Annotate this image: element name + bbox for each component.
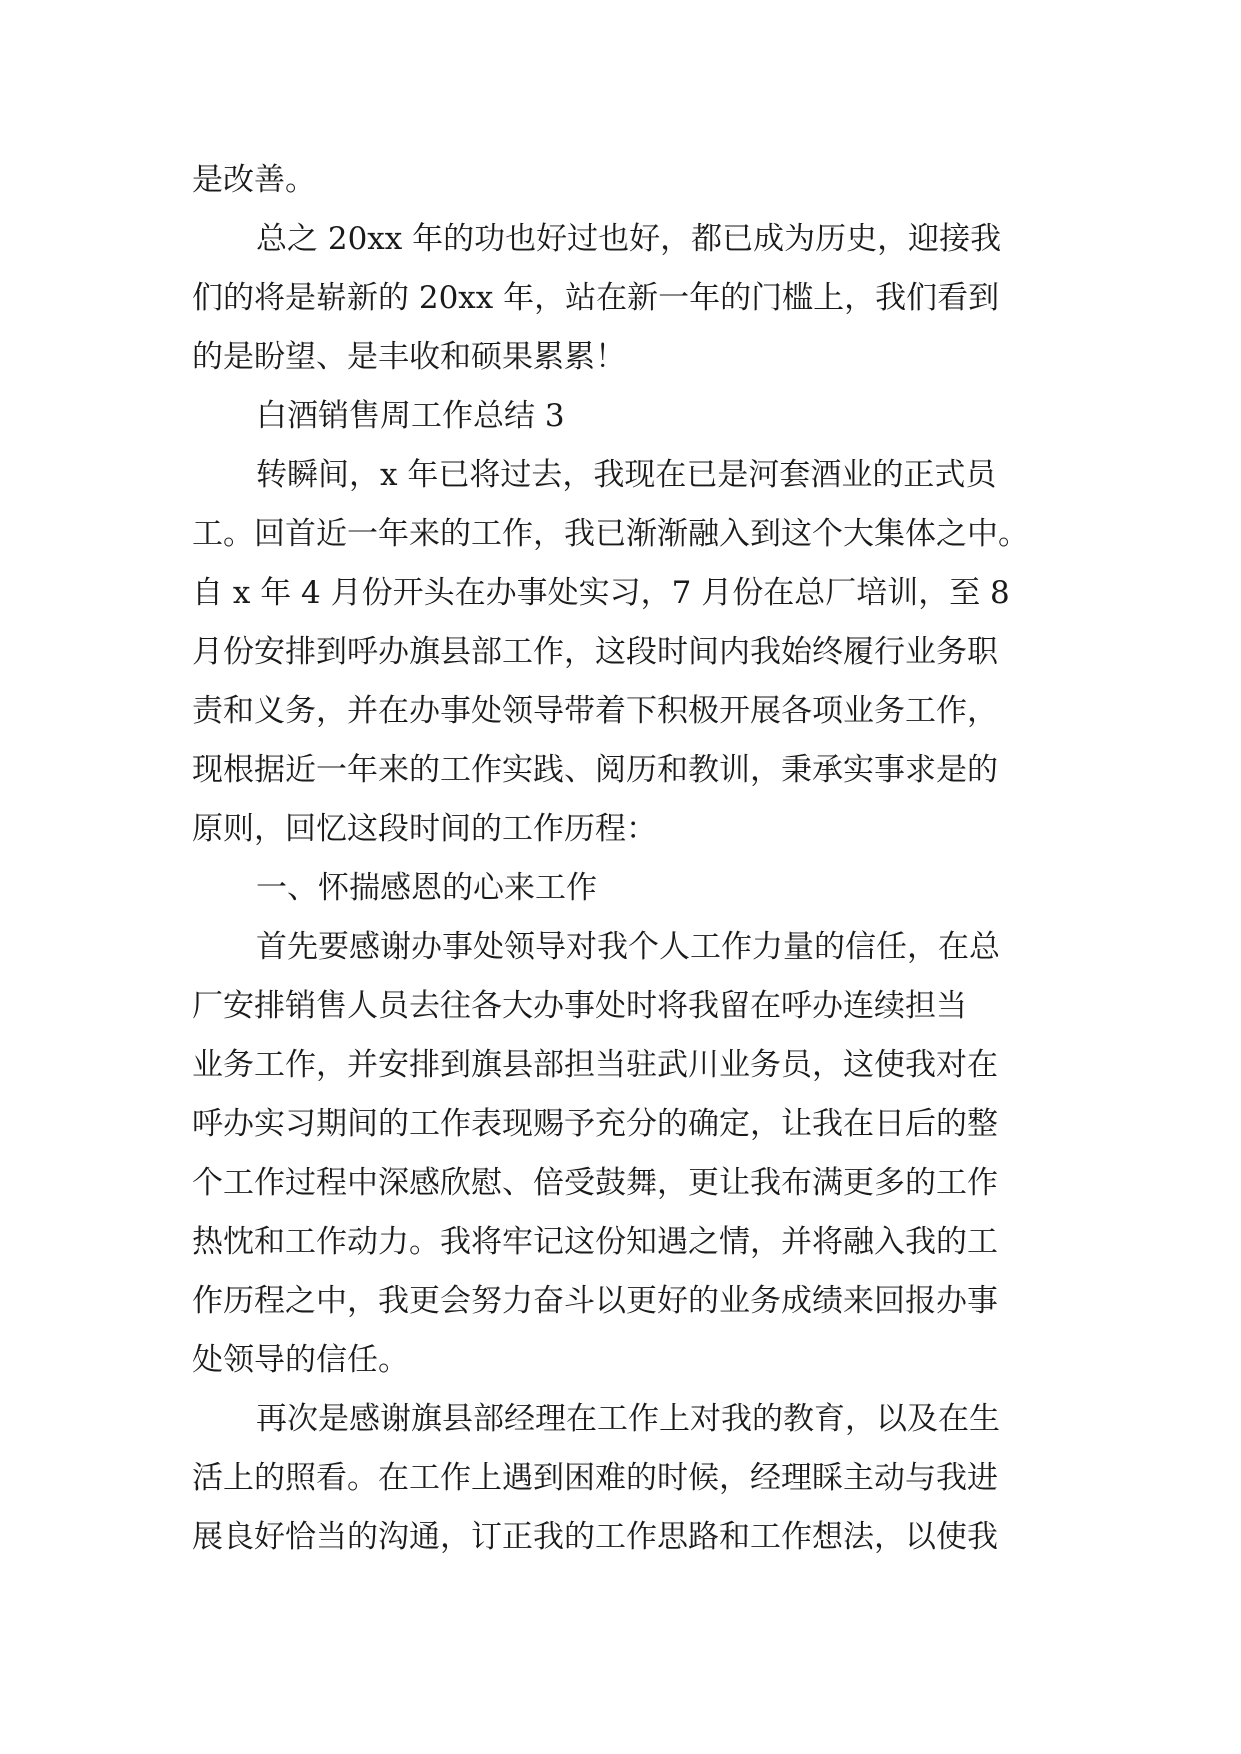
text-line: 呼办实习期间的工作表现赐予充分的确定，让我在日后的整 (192, 1106, 998, 1142)
text-line: 转瞬间，x 年已将过去，我现在已是河套酒业的正式员 (256, 457, 997, 493)
text-line: 展良好恰当的沟通，订正我的工作思路和工作想法，以使我 (192, 1519, 998, 1555)
text-line: 个工作过程中深感欣慰、倍受鼓舞，更让我布满更多的工作 (192, 1165, 998, 1201)
text-line: 的是盼望、是丰收和硕果累累！ (192, 339, 626, 375)
text-line: 原则，回忆这段时间的工作历程： (192, 811, 657, 847)
text-line: 工。回首近一年来的工作，我已渐渐融入到这个大集体之中。 (192, 516, 1029, 552)
text-line: 活上的照看。在工作上遇到困难的时候，经理睬主动与我进 (192, 1460, 998, 1496)
text-line: 责和义务，并在办事处领导带着下积极开展各项业务工作， (192, 693, 998, 729)
subheading: 一、怀揣感恩的心来工作 (256, 870, 597, 906)
text-line: 们的将是崭新的 20xx 年，站在新一年的门槛上，我们看到 (192, 280, 1000, 316)
section-heading: 白酒销售周工作总结 3 (256, 398, 565, 434)
text-line: 是改善。 (192, 162, 316, 198)
text-line: 现根据近一年来的工作实践、阅历和教训，秉承实事求是的 (192, 752, 998, 788)
text-line: 热忱和工作动力。我将牢记这份知遇之情，并将融入我的工 (192, 1224, 998, 1260)
text-line: 总之 20xx 年的功也好过也好，都已成为历史，迎接我 (256, 221, 1002, 257)
document-body (192, 160, 1052, 1576)
text-line: 首先要感谢办事处领导对我个人工作力量的信任，在总 (256, 929, 1000, 965)
text-line: 月份安排到呼办旗县部工作，这段时间内我始终履行业务职 (192, 634, 998, 670)
text-line: 再次是感谢旗县部经理在工作上对我的教育，以及在生 (256, 1401, 1000, 1437)
text-line: 作历程之中，我更会努力奋斗以更好的业务成绩来回报办事 (192, 1283, 998, 1319)
text-line: 处领导的信任。 (192, 1342, 409, 1378)
text-line: 自 x 年 4 月份开头在办事处实习，7 月份在总厂培训，至 8 (192, 575, 1010, 611)
text-line: 业务工作，并安排到旗县部担当驻武川业务员，这使我对在 (192, 1047, 998, 1083)
text-line: 厂安排销售人员去往各大办事处时将我留在呼办连续担当 (192, 988, 967, 1024)
